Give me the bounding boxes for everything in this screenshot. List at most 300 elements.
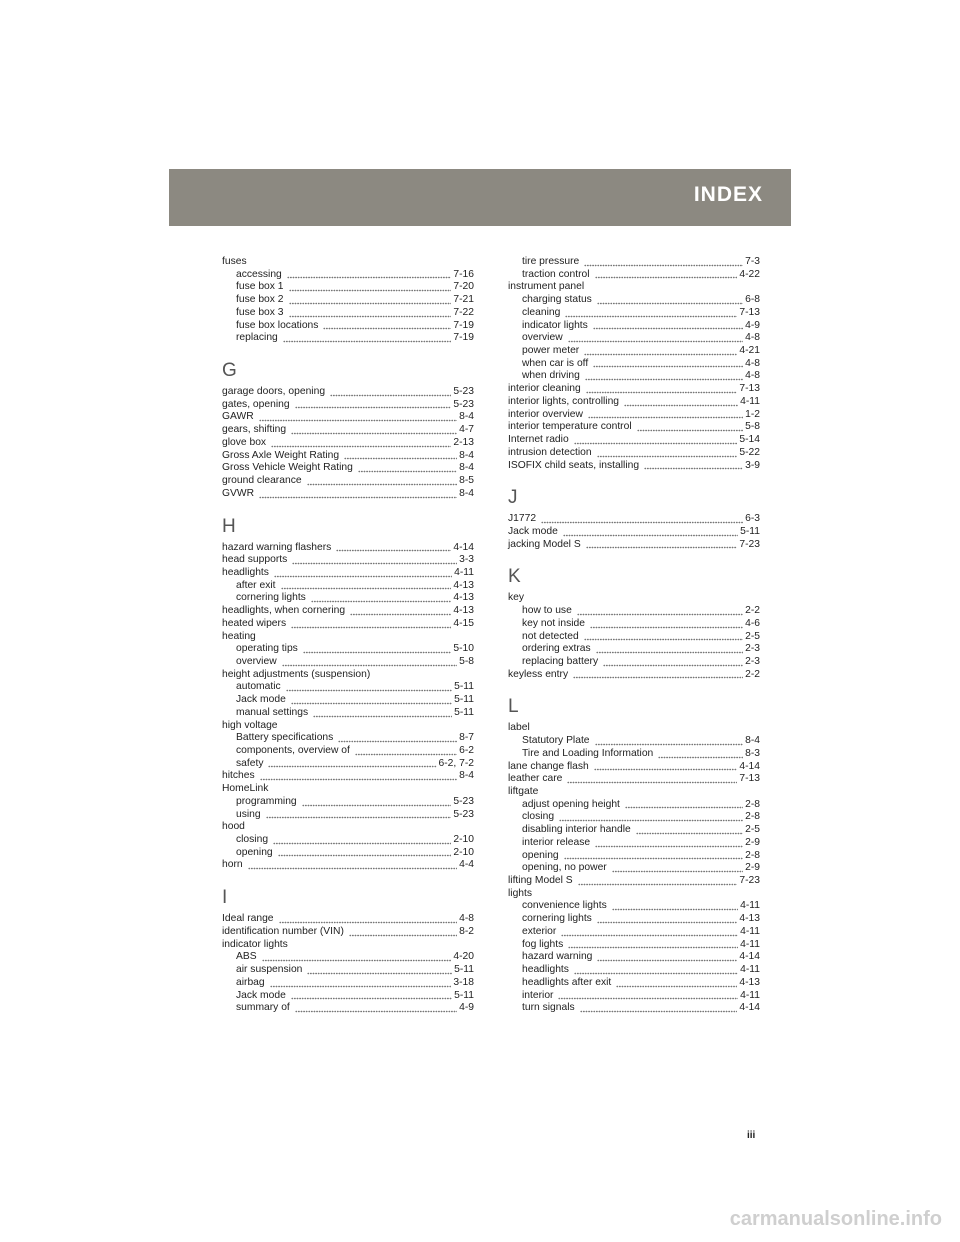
dot-leader bbox=[541, 521, 743, 524]
dot-leader bbox=[612, 908, 738, 911]
entry-label: interior temperature control bbox=[508, 421, 632, 433]
index-subentry bbox=[222, 796, 474, 809]
index-subentry bbox=[508, 332, 760, 345]
index-subentry bbox=[222, 990, 474, 1003]
dot-leader bbox=[597, 959, 737, 962]
page-reference-link[interactable]: 7-20 bbox=[453, 281, 474, 293]
page-reference-link[interactable]: 2-5 bbox=[745, 824, 760, 836]
index-entry bbox=[508, 669, 760, 682]
page-reference-link[interactable]: 2-10 bbox=[453, 846, 474, 858]
entry-label: high voltage bbox=[222, 719, 278, 731]
index-subentry bbox=[508, 345, 760, 358]
index-entry bbox=[508, 888, 760, 901]
index-subentry bbox=[508, 850, 760, 863]
entry-label: airbag bbox=[236, 976, 265, 988]
dot-leader bbox=[558, 997, 738, 1000]
page-reference-link[interactable]: 8-4 bbox=[459, 770, 474, 782]
page-reference-link[interactable]: 5-23 bbox=[453, 808, 474, 820]
index-subentry bbox=[222, 294, 474, 307]
page-reference-link[interactable]: 7-19 bbox=[453, 319, 474, 331]
dot-leader bbox=[281, 587, 452, 590]
page-reference-link[interactable]: 8-4 bbox=[745, 735, 760, 747]
index-subentry bbox=[508, 618, 760, 631]
dot-leader bbox=[586, 391, 738, 394]
dot-leader bbox=[585, 378, 743, 381]
page-reference-link[interactable]: 7-23 bbox=[739, 875, 760, 887]
dot-leader bbox=[564, 857, 743, 860]
dot-leader bbox=[282, 664, 457, 667]
dot-leader bbox=[330, 394, 451, 397]
entry-label: replacing battery bbox=[522, 655, 599, 667]
entry-label: Gross Vehicle Weight Rating bbox=[222, 462, 353, 474]
entry-label: Battery specifications bbox=[236, 732, 334, 744]
dot-leader bbox=[350, 613, 451, 616]
index-section-letter: I bbox=[222, 887, 228, 909]
dot-leader bbox=[612, 870, 743, 873]
page-reference-link[interactable]: 4-13 bbox=[453, 605, 474, 617]
entry-label: indicator lights bbox=[522, 319, 588, 331]
dot-leader bbox=[603, 664, 743, 667]
entry-label: interior cleaning bbox=[508, 383, 581, 395]
entry-label: identification number (VIN) bbox=[222, 925, 344, 937]
page-reference-link[interactable]: 4-6 bbox=[745, 617, 760, 629]
index-entry bbox=[222, 424, 474, 437]
page-reference-link[interactable]: 8-4 bbox=[459, 411, 474, 423]
entry-label: headlights bbox=[522, 964, 569, 976]
index-subentry bbox=[508, 256, 760, 269]
entry-label: interior release bbox=[522, 836, 591, 848]
watermark: carmanualsonline.info bbox=[729, 1208, 942, 1230]
dot-leader bbox=[559, 819, 743, 822]
dot-leader bbox=[338, 740, 457, 743]
dot-leader bbox=[295, 1010, 457, 1013]
page-reference-link[interactable]: 2-10 bbox=[453, 834, 474, 846]
entry-label: overview bbox=[236, 655, 277, 667]
dot-leader bbox=[303, 651, 452, 654]
dot-leader bbox=[574, 442, 738, 445]
entry-label: cornering lights bbox=[522, 913, 592, 925]
dot-leader bbox=[287, 276, 452, 279]
entry-label: how to use bbox=[522, 605, 572, 617]
page-reference-link[interactable]: 5-22 bbox=[739, 446, 760, 458]
page-title: INDEX bbox=[693, 183, 763, 206]
index-subentry bbox=[508, 964, 760, 977]
dot-leader bbox=[568, 340, 743, 343]
index-subentry bbox=[508, 370, 760, 383]
index-entry bbox=[222, 926, 474, 939]
dot-leader bbox=[586, 546, 738, 549]
dot-leader bbox=[259, 496, 457, 499]
index-subentry bbox=[222, 847, 474, 860]
dot-leader bbox=[637, 429, 743, 432]
page-reference-link[interactable]: 8-4 bbox=[459, 487, 474, 499]
page-reference-link[interactable]: 2-8 bbox=[745, 849, 760, 861]
page-reference-link[interactable]: 6-8 bbox=[745, 294, 760, 306]
page-reference-link[interactable]: 4-11 bbox=[740, 938, 760, 950]
page-reference-link[interactable]: 6-2, 7-2 bbox=[438, 757, 474, 769]
dot-leader bbox=[259, 419, 457, 422]
index-entry bbox=[508, 761, 760, 774]
page-reference-link[interactable]: 2-8 bbox=[745, 811, 760, 823]
index-entry bbox=[222, 475, 474, 488]
index-entry bbox=[222, 631, 474, 644]
dot-leader bbox=[291, 702, 452, 705]
index-subentry bbox=[222, 1002, 474, 1015]
dot-leader bbox=[349, 934, 457, 937]
index-entry bbox=[222, 437, 474, 450]
page-reference-link[interactable]: 4-9 bbox=[459, 1002, 474, 1014]
page-reference-link[interactable]: 2-8 bbox=[745, 798, 760, 810]
entry-label: fuses bbox=[222, 256, 247, 267]
index-section-letter: L bbox=[508, 696, 519, 718]
page-reference-link[interactable]: 5-11 bbox=[454, 694, 474, 706]
page-reference-link[interactable]: 5-23 bbox=[453, 398, 474, 410]
index-subentry bbox=[222, 745, 474, 758]
dot-leader bbox=[584, 264, 743, 267]
page-reference-link[interactable]: 4-20 bbox=[453, 951, 474, 963]
page-reference-link[interactable]: 5-11 bbox=[454, 681, 474, 693]
entry-label: Jack mode bbox=[236, 989, 286, 1001]
index-entry bbox=[222, 783, 474, 796]
dot-leader bbox=[323, 327, 451, 330]
dot-leader bbox=[563, 534, 738, 537]
index-entry bbox=[222, 488, 474, 501]
index-entry bbox=[508, 281, 760, 294]
page-reference-link[interactable]: 4-11 bbox=[454, 566, 474, 578]
index-entry bbox=[508, 421, 760, 434]
entry-label: turn signals bbox=[522, 1002, 575, 1014]
page-reference-link[interactable]: 4-14 bbox=[453, 541, 474, 553]
index-subentry bbox=[222, 307, 474, 320]
page-reference-link[interactable]: 6-3 bbox=[745, 513, 760, 525]
page-reference-link[interactable]: 5-11 bbox=[454, 964, 474, 976]
entry-label: lights bbox=[508, 887, 533, 899]
entry-label: label bbox=[508, 722, 530, 734]
page-reference-link[interactable]: 3-18 bbox=[453, 976, 474, 988]
dot-leader bbox=[289, 289, 452, 292]
entry-label: closing bbox=[522, 811, 555, 823]
dot-leader bbox=[274, 575, 452, 578]
page-reference-link[interactable]: 4-11 bbox=[740, 964, 760, 976]
entry-label: interior lights, controlling bbox=[508, 395, 620, 407]
page-reference-link[interactable]: 4-14 bbox=[739, 760, 760, 772]
dot-leader bbox=[595, 743, 744, 746]
index-entry bbox=[222, 669, 474, 682]
index-entry bbox=[508, 526, 760, 539]
entry-label: replacing bbox=[236, 332, 278, 344]
dot-leader bbox=[593, 365, 743, 368]
index-subentry bbox=[222, 834, 474, 847]
page-reference-link[interactable]: 8-2 bbox=[459, 925, 474, 937]
entry-label: head supports bbox=[222, 554, 288, 566]
index-entry bbox=[222, 913, 474, 926]
entry-label: jacking Model S bbox=[508, 538, 581, 550]
dot-leader bbox=[260, 778, 457, 781]
page-reference-link[interactable]: 4-7 bbox=[459, 424, 474, 436]
dot-leader bbox=[266, 816, 452, 819]
index-subentry bbox=[508, 735, 760, 748]
index-subentry bbox=[508, 990, 760, 1003]
dot-leader bbox=[344, 457, 457, 460]
entry-label: operating tips bbox=[236, 643, 298, 655]
entry-label: interior overview bbox=[508, 408, 583, 420]
entry-label: cornering lights bbox=[236, 592, 306, 604]
page-reference-link[interactable]: 5-11 bbox=[740, 525, 760, 537]
dot-leader bbox=[577, 613, 743, 616]
dot-leader bbox=[596, 651, 743, 654]
entry-label: key not inside bbox=[522, 617, 585, 629]
page-reference-link[interactable]: 4-22 bbox=[739, 268, 760, 280]
entry-label: headlights after exit bbox=[522, 976, 612, 988]
index-subentry bbox=[222, 656, 474, 669]
dot-leader bbox=[295, 406, 452, 409]
page-reference-link[interactable]: 4-14 bbox=[739, 951, 760, 963]
dot-leader bbox=[573, 676, 743, 679]
entry-label: headlights bbox=[222, 566, 269, 578]
entry-label: liftgate bbox=[508, 786, 539, 797]
index-subentry bbox=[508, 824, 760, 837]
page-reference-link[interactable]: 4-13 bbox=[453, 579, 474, 591]
page-reference-link[interactable]: 2-2 bbox=[745, 668, 760, 680]
page-reference-link[interactable]: 6-2 bbox=[459, 745, 474, 756]
page-reference-link[interactable]: 4-8 bbox=[745, 370, 760, 382]
dot-leader bbox=[289, 302, 452, 305]
index-subentry bbox=[508, 307, 760, 320]
index-entry bbox=[508, 513, 760, 526]
entry-label: after exit bbox=[236, 579, 276, 591]
index-section-letter: K bbox=[508, 566, 521, 588]
page-reference-link[interactable]: 4-11 bbox=[740, 925, 760, 937]
dot-leader bbox=[588, 416, 743, 419]
dot-leader bbox=[283, 340, 452, 343]
entry-label: leather care bbox=[508, 773, 563, 785]
page-reference-link[interactable]: 7-13 bbox=[739, 306, 760, 318]
entry-label: lifting Model S bbox=[508, 875, 573, 887]
page-reference-link[interactable]: 2-3 bbox=[745, 643, 760, 655]
index-subentry bbox=[222, 320, 474, 333]
dot-leader bbox=[358, 470, 457, 473]
page-reference-link[interactable]: 8-3 bbox=[745, 747, 760, 759]
entry-label: HomeLink bbox=[222, 783, 269, 795]
dot-leader bbox=[584, 638, 743, 641]
dot-leader bbox=[636, 832, 743, 835]
page-reference-link[interactable]: 4-11 bbox=[740, 900, 760, 912]
dot-leader bbox=[595, 276, 738, 279]
dot-leader bbox=[311, 600, 452, 603]
entry-label: disabling interior handle bbox=[522, 824, 631, 836]
page-reference-link[interactable]: 7-23 bbox=[739, 538, 760, 550]
index-subentry bbox=[508, 269, 760, 282]
dot-leader bbox=[291, 432, 457, 435]
index-subentry bbox=[508, 1002, 760, 1015]
entry-label: hitches bbox=[222, 770, 255, 782]
dot-leader bbox=[279, 921, 458, 924]
index-subentry bbox=[508, 977, 760, 990]
page-reference-link[interactable]: 3-9 bbox=[745, 459, 760, 471]
page-reference-link[interactable]: 4-11 bbox=[740, 395, 760, 407]
page-reference-link[interactable]: 8-5 bbox=[459, 475, 474, 487]
entry-label: garage doors, opening bbox=[222, 386, 326, 398]
dot-leader bbox=[625, 806, 743, 809]
index-subentry bbox=[508, 358, 760, 371]
page-reference-link[interactable]: 1-2 bbox=[745, 408, 760, 420]
page-reference-link[interactable]: 4-13 bbox=[453, 592, 474, 604]
page-reference-link[interactable]: 4-14 bbox=[739, 1002, 760, 1014]
entry-label: fuse box 1 bbox=[236, 281, 284, 293]
page-reference-link[interactable]: 2-13 bbox=[453, 436, 474, 448]
page-reference-link[interactable]: 5-10 bbox=[453, 643, 474, 655]
entry-label: J1772 bbox=[508, 513, 537, 525]
entry-label: lane change flash bbox=[508, 760, 589, 772]
dot-leader bbox=[273, 842, 451, 845]
index-entry bbox=[222, 450, 474, 463]
page-reference-link[interactable]: 2-2 bbox=[745, 605, 760, 617]
entry-label: ground clearance bbox=[222, 475, 302, 487]
index-entry bbox=[508, 722, 760, 735]
dot-leader bbox=[595, 845, 743, 848]
page-reference-link[interactable]: 2-9 bbox=[745, 862, 760, 874]
index-entry bbox=[222, 554, 474, 567]
page-reference-link[interactable]: 7-3 bbox=[745, 256, 760, 267]
entry-label: traction control bbox=[522, 268, 590, 280]
page-reference-link[interactable]: 4-11 bbox=[740, 989, 760, 1001]
index-subentry bbox=[508, 748, 760, 761]
index-subentry bbox=[508, 631, 760, 644]
index-entry bbox=[222, 256, 474, 269]
page-reference-link[interactable]: 2-5 bbox=[745, 630, 760, 642]
index-subentry bbox=[508, 799, 760, 812]
page-reference-link[interactable]: 4-8 bbox=[459, 913, 474, 925]
page-reference-link[interactable]: 5-11 bbox=[454, 989, 474, 1001]
entry-label: Jack mode bbox=[236, 694, 286, 706]
index-column-right bbox=[508, 256, 760, 1015]
page-reference-link[interactable]: 7-13 bbox=[739, 383, 760, 395]
page-reference-link[interactable]: 7-22 bbox=[453, 306, 474, 318]
index-subentry bbox=[508, 913, 760, 926]
page-reference-link[interactable]: 5-8 bbox=[459, 655, 474, 667]
dot-leader bbox=[268, 765, 436, 768]
header-band bbox=[169, 169, 791, 226]
page-reference-link[interactable]: 4-21 bbox=[739, 345, 760, 357]
dot-leader bbox=[597, 455, 738, 458]
page-reference-link[interactable]: 4-15 bbox=[453, 617, 474, 629]
page-reference-link[interactable]: 5-11 bbox=[454, 706, 474, 718]
index-subentry bbox=[222, 732, 474, 745]
entry-label: Ideal range bbox=[222, 913, 274, 925]
page-reference-link[interactable]: 4-13 bbox=[739, 976, 760, 988]
page-reference-link[interactable]: 4-13 bbox=[739, 913, 760, 925]
page-reference-link[interactable]: 7-16 bbox=[453, 268, 474, 280]
index-subentry bbox=[222, 580, 474, 593]
index-entry bbox=[222, 567, 474, 580]
entry-label: intrusion detection bbox=[508, 446, 592, 458]
page-reference-link[interactable]: 5-23 bbox=[453, 386, 474, 398]
entry-label: gears, shifting bbox=[222, 424, 287, 436]
index-subentry bbox=[508, 837, 760, 850]
dot-leader bbox=[307, 483, 458, 486]
index-subentry bbox=[222, 269, 474, 282]
dot-leader bbox=[590, 626, 743, 629]
dot-leader bbox=[278, 854, 452, 857]
page-reference-link[interactable]: 5-14 bbox=[739, 434, 760, 446]
page-reference-link[interactable]: 2-9 bbox=[745, 836, 760, 848]
dot-leader bbox=[289, 315, 452, 318]
page-reference-link[interactable]: 7-21 bbox=[453, 294, 474, 306]
entry-label: safety bbox=[236, 757, 264, 769]
index-subentry bbox=[508, 900, 760, 913]
index-subentry bbox=[508, 926, 760, 939]
index-subentry bbox=[222, 694, 474, 707]
index-entry bbox=[508, 383, 760, 396]
entry-label: accessing bbox=[236, 268, 282, 280]
index-subentry bbox=[222, 592, 474, 605]
entry-label: Tire and Loading Information bbox=[522, 747, 654, 759]
index-entry bbox=[222, 821, 474, 834]
index-subentry bbox=[508, 939, 760, 952]
entry-label: Internet radio bbox=[508, 434, 569, 446]
entry-label: GVWR bbox=[222, 487, 255, 499]
dot-leader bbox=[597, 302, 743, 305]
index-entry bbox=[222, 618, 474, 631]
index-subentry bbox=[222, 643, 474, 656]
entry-label: keyless entry bbox=[508, 668, 569, 680]
entry-label: gates, opening bbox=[222, 398, 290, 410]
page-reference-link[interactable]: 5-23 bbox=[453, 795, 474, 807]
page-reference-link[interactable]: 4-8 bbox=[745, 357, 760, 369]
entry-label: overview bbox=[522, 332, 563, 344]
index-entry bbox=[508, 447, 760, 460]
index-subentry bbox=[222, 809, 474, 822]
index-subentry bbox=[508, 862, 760, 875]
index-subentry bbox=[222, 681, 474, 694]
entry-label: manual settings bbox=[236, 706, 309, 718]
page-reference-link[interactable]: 8-7 bbox=[459, 732, 474, 744]
dot-leader bbox=[291, 626, 451, 629]
dot-leader bbox=[286, 689, 452, 692]
index-entry bbox=[508, 875, 760, 888]
page-reference-link[interactable]: 7-19 bbox=[453, 332, 474, 344]
dot-leader bbox=[355, 753, 457, 756]
page-reference-link[interactable]: 8-4 bbox=[459, 449, 474, 461]
dot-leader bbox=[658, 756, 743, 759]
page-reference-link[interactable]: 3-3 bbox=[459, 554, 474, 566]
index-entry bbox=[508, 460, 760, 473]
index-subentry bbox=[222, 964, 474, 977]
entry-label: cleaning bbox=[522, 306, 561, 318]
entry-label: opening, no power bbox=[522, 862, 607, 874]
dot-leader bbox=[307, 972, 452, 975]
page-reference-link[interactable]: 2-3 bbox=[745, 655, 760, 667]
page-reference-link[interactable]: 7-13 bbox=[739, 773, 760, 785]
entry-label: summary of bbox=[236, 1002, 290, 1014]
page-reference-link[interactable]: 4-4 bbox=[459, 859, 474, 871]
entry-label: GAWR bbox=[222, 411, 254, 423]
entry-label: fuse box 2 bbox=[236, 294, 284, 306]
entry-label: adjust opening height bbox=[522, 798, 620, 810]
dot-leader bbox=[584, 353, 737, 356]
index-subentry bbox=[222, 707, 474, 720]
index-entry bbox=[508, 592, 760, 605]
index-subentry bbox=[508, 643, 760, 656]
page-reference-link[interactable]: 4-8 bbox=[745, 332, 760, 344]
page-reference-link[interactable]: 8-4 bbox=[459, 462, 474, 474]
page-reference-link[interactable]: 4-9 bbox=[745, 319, 760, 331]
index-subentry bbox=[222, 332, 474, 345]
page-reference-link[interactable]: 5-8 bbox=[745, 421, 760, 433]
dot-leader bbox=[565, 315, 737, 318]
index-section-letter: J bbox=[508, 487, 518, 509]
entry-label: power meter bbox=[522, 345, 580, 357]
